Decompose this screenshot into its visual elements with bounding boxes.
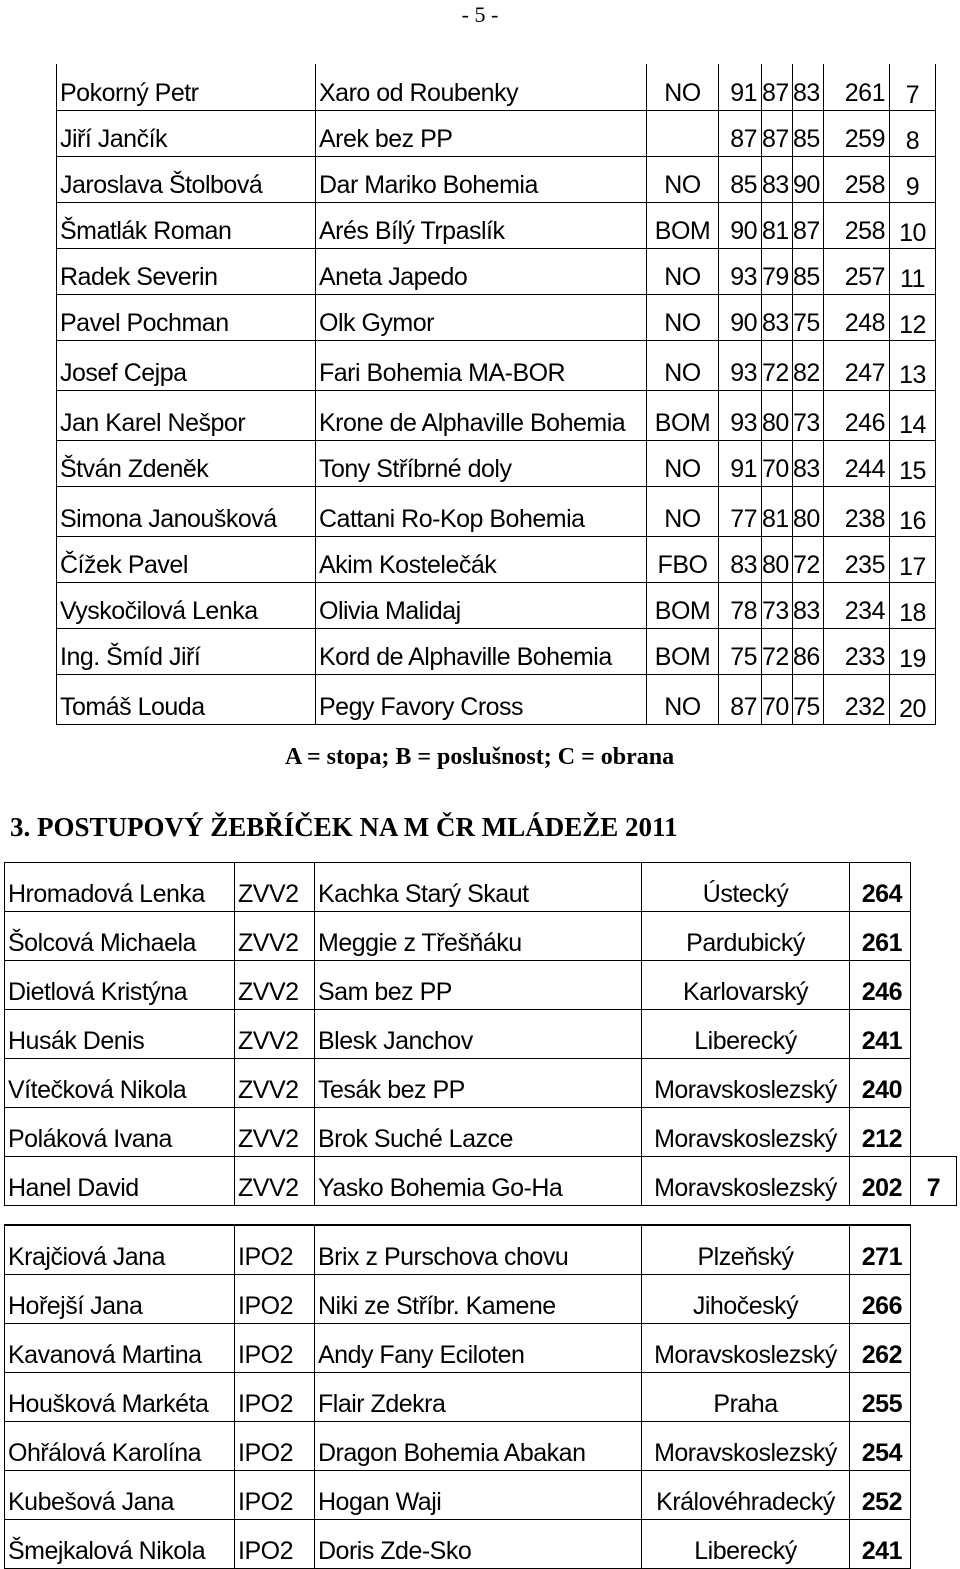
place-cell: 12: [890, 294, 936, 340]
handler-cell: Pavel Pochman: [57, 294, 316, 340]
exam-cell: IPO2: [235, 1422, 315, 1471]
score-c-cell: 75: [793, 674, 824, 724]
score-a-cell: 75: [719, 628, 762, 674]
dog-cell: Tony Stříbrné doly: [316, 440, 647, 486]
region-cell: Plzeňský: [642, 1225, 850, 1275]
score-a-cell: 90: [719, 202, 762, 248]
dog-cell: Cattani Ro-Kop Bohemia: [316, 486, 647, 536]
table-row: [57, 340, 936, 390]
region-cell: Liberecký: [642, 1520, 850, 1569]
score-c-cell: 83: [793, 64, 824, 110]
handler-cell: Čížek Pavel: [57, 536, 316, 582]
total-cell: 233: [824, 628, 890, 674]
score-b-cell: 72: [762, 628, 793, 674]
table-row: [57, 674, 936, 724]
nation-cell: BOM: [647, 582, 719, 628]
score-b-cell: 80: [762, 390, 793, 440]
points-cell: 252: [850, 1471, 911, 1520]
score-a-cell: 78: [719, 582, 762, 628]
name-cell: Dietlová Kristýna: [5, 961, 235, 1010]
table-row: [5, 1157, 957, 1206]
score-b-cell: 83: [762, 156, 793, 202]
score-c-cell: 82: [793, 340, 824, 390]
place-cell: 17: [890, 536, 936, 582]
place-cell: 18: [890, 582, 936, 628]
dog-cell: Krone de Alphaville Bohemia: [316, 390, 647, 440]
table-row: [57, 582, 936, 628]
name-cell: Poláková Ivana: [5, 1108, 235, 1157]
dog-cell: Arek bez PP: [316, 110, 647, 156]
handler-cell: Štván Zdeněk: [57, 440, 316, 486]
total-cell: 238: [824, 486, 890, 536]
score-a-cell: 90: [719, 294, 762, 340]
score-c-cell: 90: [793, 156, 824, 202]
score-a-cell: 93: [719, 248, 762, 294]
handler-cell: Ing. Šmíd Jiří: [57, 628, 316, 674]
region-cell: Moravskoslezský: [642, 1422, 850, 1471]
score-c-cell: 87: [793, 202, 824, 248]
extra-cell: [911, 1059, 957, 1108]
extra-cell: [911, 961, 957, 1010]
exam-cell: IPO2: [235, 1471, 315, 1520]
dog-cell: Hogan Waji: [315, 1471, 642, 1520]
score-b-cell: 79: [762, 248, 793, 294]
place-cell: 10: [890, 202, 936, 248]
handler-cell: Jaroslava Štolbová: [57, 156, 316, 202]
dog-cell: Kachka Starý Skaut: [315, 863, 642, 912]
place-cell: 11: [890, 248, 936, 294]
dog-cell: Dragon Bohemia Abakan: [315, 1422, 642, 1471]
total-cell: 258: [824, 156, 890, 202]
table-row: [5, 1471, 911, 1520]
handler-cell: Šmatlák Roman: [57, 202, 316, 248]
handler-cell: Radek Severin: [57, 248, 316, 294]
table-row: [5, 1059, 957, 1108]
table-row: [5, 1422, 911, 1471]
score-b-cell: 81: [762, 486, 793, 536]
dog-cell: Aneta Japedo: [316, 248, 647, 294]
exam-cell: ZVV2: [235, 961, 315, 1010]
points-cell: 240: [850, 1059, 911, 1108]
dog-cell: Doris Zde-Sko: [315, 1520, 642, 1569]
dog-cell: Meggie z Třešňáku: [315, 912, 642, 961]
table-row: [57, 390, 936, 440]
extra-cell: [911, 1010, 957, 1059]
name-cell: Hořejší Jana: [5, 1275, 235, 1324]
score-b-cell: 72: [762, 340, 793, 390]
table-row: [57, 536, 936, 582]
nation-cell: FBO: [647, 536, 719, 582]
place-cell: 8: [890, 110, 936, 156]
region-cell: Karlovarský: [642, 961, 850, 1010]
place-cell: 16: [890, 486, 936, 536]
points-cell: 262: [850, 1324, 911, 1373]
handler-cell: Tomáš Louda: [57, 674, 316, 724]
table-row: [5, 1010, 957, 1059]
section-heading: 3. POSTUPOVÝ ŽEBŘÍČEK NA M ČR MLÁDEŽE 2011: [10, 812, 678, 842]
score-b-cell: 83: [762, 294, 793, 340]
points-cell: 241: [850, 1520, 911, 1569]
handler-cell: Vyskočilová Lenka: [57, 582, 316, 628]
score-c-cell: 83: [793, 582, 824, 628]
exam-cell: IPO2: [235, 1324, 315, 1373]
score-c-cell: 85: [793, 110, 824, 156]
table-row: [57, 248, 936, 294]
dog-cell: Tesák bez PP: [315, 1059, 642, 1108]
total-cell: 235: [824, 536, 890, 582]
name-cell: Husák Denis: [5, 1010, 235, 1059]
dog-cell: Olk Gymor: [316, 294, 647, 340]
nation-cell: BOM: [647, 390, 719, 440]
region-cell: Moravskoslezský: [642, 1157, 850, 1206]
handler-cell: Josef Cejpa: [57, 340, 316, 390]
score-b-cell: 80: [762, 536, 793, 582]
region-cell: Ústecký: [642, 863, 850, 912]
score-b-cell: 73: [762, 582, 793, 628]
name-cell: Hanel David: [5, 1157, 235, 1206]
exam-cell: ZVV2: [235, 863, 315, 912]
points-cell: 212: [850, 1108, 911, 1157]
extra-cell: [911, 912, 957, 961]
points-cell: 255: [850, 1373, 911, 1422]
extra-cell: [911, 863, 957, 912]
nation-cell: NO: [647, 674, 719, 724]
region-cell: Praha: [642, 1373, 850, 1422]
total-cell: 246: [824, 390, 890, 440]
handler-cell: Jiří Jančík: [57, 110, 316, 156]
score-c-cell: 73: [793, 390, 824, 440]
name-cell: Kavanová Martina: [5, 1324, 235, 1373]
place-cell: 14: [890, 390, 936, 440]
exam-cell: ZVV2: [235, 1108, 315, 1157]
handler-cell: Jan Karel Nešpor: [57, 390, 316, 440]
handler-cell: Pokorný Petr: [57, 64, 316, 110]
dog-cell: Pegy Favory Cross: [316, 674, 647, 724]
total-cell: 232: [824, 674, 890, 724]
total-cell: 247: [824, 340, 890, 390]
total-cell: 261: [824, 64, 890, 110]
dog-cell: Xaro od Roubenky: [316, 64, 647, 110]
dog-cell: Niki ze Stříbr. Kamene: [315, 1275, 642, 1324]
nation-cell: NO: [647, 64, 719, 110]
table-row: [5, 1324, 911, 1373]
table-row: [5, 863, 957, 912]
region-cell: Pardubický: [642, 912, 850, 961]
place-cell: 20: [890, 674, 936, 724]
dog-cell: Akim Kostelečák: [316, 536, 647, 582]
exam-cell: IPO2: [235, 1373, 315, 1422]
nation-cell: BOM: [647, 628, 719, 674]
name-cell: Krajčiová Jana: [5, 1225, 235, 1275]
total-cell: 259: [824, 110, 890, 156]
nation-cell: NO: [647, 156, 719, 202]
region-cell: Moravskoslezský: [642, 1059, 850, 1108]
score-a-cell: 87: [719, 110, 762, 156]
points-cell: 241: [850, 1010, 911, 1059]
score-a-cell: 85: [719, 156, 762, 202]
region-cell: Jihočeský: [642, 1275, 850, 1324]
total-cell: 248: [824, 294, 890, 340]
name-cell: Houšková Markéta: [5, 1373, 235, 1422]
score-c-cell: 86: [793, 628, 824, 674]
table-row: [57, 156, 936, 202]
exam-cell: ZVV2: [235, 912, 315, 961]
points-cell: 261: [850, 912, 911, 961]
exam-cell: IPO2: [235, 1520, 315, 1569]
total-cell: 244: [824, 440, 890, 486]
page-number: - 5 -: [461, 2, 499, 27]
name-cell: Šolcová Michaela: [5, 912, 235, 961]
region-cell: Královéhradecký: [642, 1471, 850, 1520]
dog-cell: Sam bez PP: [315, 961, 642, 1010]
dog-cell: Andy Fany Eciloten: [315, 1324, 642, 1373]
score-b-cell: 70: [762, 440, 793, 486]
exam-cell: ZVV2: [235, 1010, 315, 1059]
table-row: [57, 202, 936, 248]
total-cell: 258: [824, 202, 890, 248]
total-cell: 234: [824, 582, 890, 628]
score-b-cell: 81: [762, 202, 793, 248]
exam-cell: IPO2: [235, 1275, 315, 1324]
points-cell: 254: [850, 1422, 911, 1471]
region-cell: Moravskoslezský: [642, 1108, 850, 1157]
table-row: [5, 1520, 911, 1569]
exam-cell: ZVV2: [235, 1059, 315, 1108]
score-c-cell: 72: [793, 536, 824, 582]
dog-cell: Dar Mariko Bohemia: [316, 156, 647, 202]
name-cell: Kubešová Jana: [5, 1471, 235, 1520]
dog-cell: Arés Bílý Trpaslík: [316, 202, 647, 248]
table-row: [5, 1108, 957, 1157]
nation-cell: BOM: [647, 202, 719, 248]
score-c-cell: 75: [793, 294, 824, 340]
ladder-table-zvv2: [4, 862, 957, 1206]
name-cell: Ohřálová Karolína: [5, 1422, 235, 1471]
score-c-cell: 85: [793, 248, 824, 294]
table-row: [57, 628, 936, 674]
score-a-cell: 93: [719, 340, 762, 390]
place-cell: 15: [890, 440, 936, 486]
dog-cell: Flair Zdekra: [315, 1373, 642, 1422]
region-cell: Liberecký: [642, 1010, 850, 1059]
table-row: [5, 1275, 911, 1324]
score-a-cell: 91: [719, 64, 762, 110]
dog-cell: Kord de Alphaville Bohemia: [316, 628, 647, 674]
table-row: [5, 961, 957, 1010]
exam-cell: IPO2: [235, 1225, 315, 1275]
score-b-cell: 87: [762, 64, 793, 110]
ladder-table-ipo2: [4, 1224, 911, 1569]
dog-cell: Blesk Janchov: [315, 1010, 642, 1059]
score-legend: A = stopa; B = poslušnost; C = obrana: [285, 744, 675, 770]
nation-cell: NO: [647, 340, 719, 390]
score-b-cell: 70: [762, 674, 793, 724]
dog-cell: Fari Bohemia MA-BOR: [316, 340, 647, 390]
table-row: [5, 912, 957, 961]
points-cell: 246: [850, 961, 911, 1010]
score-c-cell: 83: [793, 440, 824, 486]
nation-cell: NO: [647, 294, 719, 340]
table-row: [57, 440, 936, 486]
score-c-cell: 80: [793, 486, 824, 536]
score-a-cell: 77: [719, 486, 762, 536]
table-row: [5, 1373, 911, 1422]
score-b-cell: 87: [762, 110, 793, 156]
extra-cell: 7: [911, 1157, 957, 1206]
place-cell: 7: [890, 64, 936, 110]
name-cell: Hromadová Lenka: [5, 863, 235, 912]
table-row: [57, 486, 936, 536]
dog-cell: Brok Suché Lazce: [315, 1108, 642, 1157]
table-row: [57, 64, 936, 110]
region-cell: Moravskoslezský: [642, 1324, 850, 1373]
points-cell: 271: [850, 1225, 911, 1275]
extra-cell: [911, 1108, 957, 1157]
place-cell: 19: [890, 628, 936, 674]
points-cell: 266: [850, 1275, 911, 1324]
total-cell: 257: [824, 248, 890, 294]
handler-cell: Simona Janoušková: [57, 486, 316, 536]
dog-cell: Olivia Malidaj: [316, 582, 647, 628]
nation-cell: NO: [647, 486, 719, 536]
dog-cell: Yasko Bohemia Go-Ha: [315, 1157, 642, 1206]
score-a-cell: 83: [719, 536, 762, 582]
table-row: [57, 110, 936, 156]
nation-cell: [647, 110, 719, 156]
name-cell: Vítečková Nikola: [5, 1059, 235, 1108]
score-a-cell: 91: [719, 440, 762, 486]
nation-cell: NO: [647, 248, 719, 294]
score-a-cell: 87: [719, 674, 762, 724]
table-row: [57, 294, 936, 340]
table-row: [5, 1225, 911, 1275]
place-cell: 9: [890, 156, 936, 202]
points-cell: 264: [850, 863, 911, 912]
results-table: [56, 64, 936, 725]
place-cell: 13: [890, 340, 936, 390]
points-cell: 202: [850, 1157, 911, 1206]
score-a-cell: 93: [719, 390, 762, 440]
dog-cell: Brix z Purschova chovu: [315, 1225, 642, 1275]
nation-cell: NO: [647, 440, 719, 486]
name-cell: Šmejkalová Nikola: [5, 1520, 235, 1569]
exam-cell: ZVV2: [235, 1157, 315, 1206]
